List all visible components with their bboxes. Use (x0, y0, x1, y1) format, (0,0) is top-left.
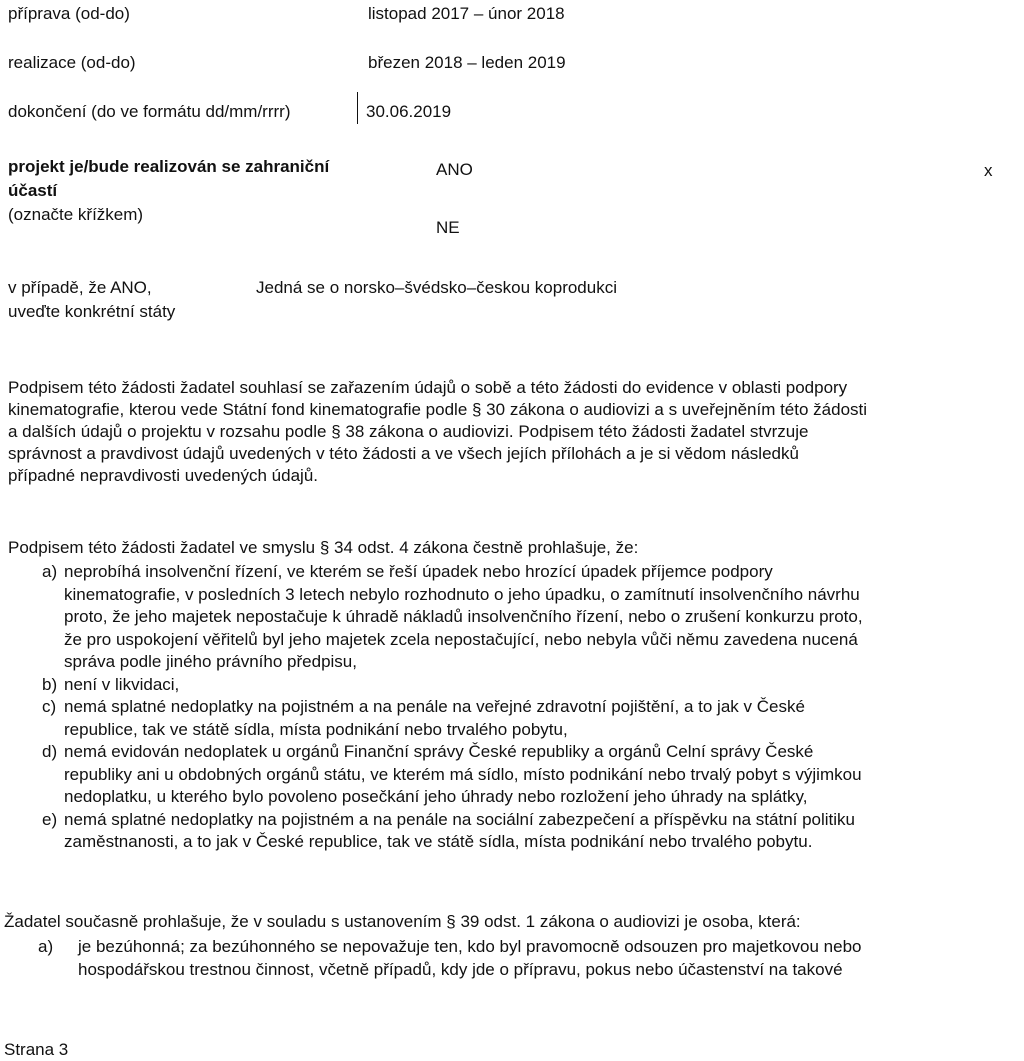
list-item-line: neprobíhá insolvenční řízení, ve kterém se řeší úpadek nebo hrozící úpadek příjemce podpory (64, 562, 773, 581)
list-item (8, 741, 1020, 809)
list-marker: c) (42, 697, 57, 716)
countries-label-line2: uveďte konkrétní státy (8, 302, 176, 321)
field-value-completion: 30.06.2019 (366, 102, 452, 121)
list-item-line: že pro uspokojení věřitelů byl jeho majetek zcela nepostačující, nebo nebyla vůči němu zavedena nucená (64, 629, 858, 649)
list-item-line: nemá evidován nedoplatek u orgánů Finanční správy České republiky a orgánů Celní správy České (64, 742, 814, 761)
foreign-label-line2: účastí (8, 181, 58, 200)
foreign-option-yes: ANO (436, 160, 473, 179)
list-item-line: zaměstnanosti, a to jak v České republice, tak ve státě sídla, místa podnikání nebo trvalého pobytu. (64, 832, 813, 851)
list-item-line: nedoplatku, u kterého bylo povoleno posečkání jeho úhrady nebo rozložení jeho úhrady na splátky, (64, 787, 808, 806)
declaration-line: Podpisem této žádosti žadatel souhlasí se zařazením údajů o sobě a této žádosti do evidence v oblasti podpory (8, 378, 848, 397)
declaration-line: případné nepravdivosti uvedených údajů. (8, 466, 318, 485)
declaration2-intro: Podpisem této žádosti žadatel ve smyslu § 34 odst. 4 zákona čestně prohlašuje, že: (8, 538, 639, 557)
list-item-line: nemá splatné nedoplatky na pojistném a na penále na veřejné zdravotní pojištění, a to jak v České (64, 697, 805, 716)
list-item (4, 936, 1020, 981)
field-value-preparation: listopad 2017 – únor 2018 (368, 4, 565, 23)
foreign-option-no: NE (436, 218, 460, 237)
field-label-preparation: příprava (od-do) (8, 4, 130, 23)
foreign-yes-checkmark: x (984, 161, 993, 180)
page-number: Strana 3 (4, 1040, 69, 1059)
list-item (8, 561, 1020, 674)
countries-label-line1: v případě, že ANO, (8, 278, 152, 297)
foreign-label-line1: projekt je/bude realizován se zahraniční (8, 157, 330, 176)
list-item (8, 696, 1020, 741)
list-item-line: proto, že jeho majetek nepostačuje k úhradě nákladů insolvenčního řízení, nebo o zrušení konkurzu proto, (64, 607, 863, 626)
field-label-realization: realizace (od-do) (8, 53, 136, 72)
list-item-line: nemá splatné nedoplatky na pojistném a na penále na sociální zabezpečení a příspěvku na státní politiku (64, 809, 856, 829)
declaration3-list (4, 936, 1020, 981)
list-marker: e) (42, 809, 58, 829)
countries-value: Jedná se o norsko–švédsko–českou koprodukci (256, 278, 617, 297)
list-marker: d) (42, 742, 58, 761)
declaration2-list (8, 561, 1020, 854)
list-marker: a) (38, 937, 54, 956)
field-label-completion: dokončení (do ve formátu dd/mm/rrrr) (8, 102, 291, 121)
list-item-line: hospodářskou trestnou činnost, včetně případů, kdy jde o přípravu, pokus nebo účastenství na takové (78, 959, 843, 979)
declaration-line: správnost a pravdivost údajů uvedených v této žádosti a ve všech jejích přílohách a je si vědom následků (8, 444, 799, 463)
list-marker: a) (42, 562, 58, 581)
list-item-line: správa podle jiného právního předpisu, (64, 652, 357, 671)
list-item (8, 809, 1020, 854)
list-marker: b) (42, 674, 58, 694)
list-item-line: kinematografie, v posledních 3 letech nebylo rozhodnuto o jeho úpadku, o zamítnutí insolvenčního návrhu (64, 584, 860, 604)
declaration-consent (8, 377, 1020, 487)
foreign-label-hint: (označte křížkem) (8, 205, 144, 224)
field-value-realization: březen 2018 – leden 2019 (368, 53, 566, 72)
field-divider (357, 92, 358, 124)
declaration-line: a dalších údajů o projektu v rozsahu podle § 38 zákona o audiovizi. Podpisem této žádosti žadatel stvrzuje (8, 422, 809, 441)
list-item-line: je bezúhonná; za bezúhonného se nepovažuje ten, kdo byl pravomocně odsouzen pro majetkovou nebo (78, 937, 862, 956)
declaration3-intro: Žadatel současně prohlašuje, že v souladu s ustanovením § 39 odst. 1 zákona o audiovizi je osoba, která: (4, 912, 801, 931)
list-item-line: republiky ani u obdobných orgánů státu, ve kterém má sídlo, místo podnikání nebo trvalý pobyt s výjimkou (64, 764, 862, 784)
list-item-line: není v likvidaci, (64, 674, 180, 694)
declaration-line: kinematografie, kterou vede Státní fond kinematografie podle § 30 zákona o audiovizi a s uveřejněním této žádosti (8, 400, 868, 419)
list-item (8, 674, 1020, 697)
list-item-line: republice, tak ve státě sídla, místa podnikání nebo trvalého pobytu, (64, 719, 568, 739)
